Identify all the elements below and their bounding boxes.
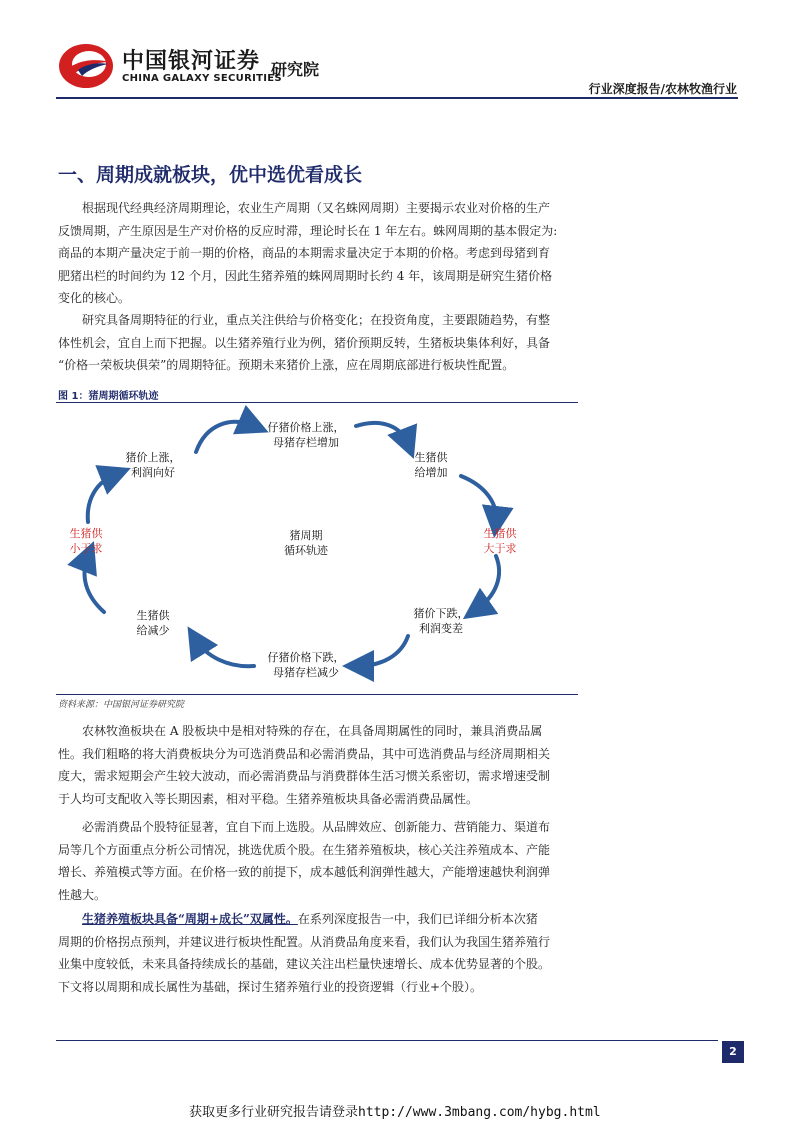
node-top-line: 母猪存栏增加 [273,436,339,449]
paragraph-5 [58,908,598,998]
logo-english-name: CHINA GALAXY SECURITIES [122,73,282,84]
node-left [56,526,116,556]
paragraph-2-line: 体性机会，宜自上而下把握。以生猪养殖行业为例，猪价预期反转，生猪板块集体利好，具备 [58,335,551,350]
node-bottom-line: 仔猪价格下跌， [267,651,345,664]
footer-divider [56,1040,718,1041]
logo-institute: 研究院 [271,60,320,79]
figure-source: 资料来源：中国银河证券研究院 [58,700,185,710]
paragraph-5-highlight: 生猪养殖板块具备“周期+成长”双属性。 [82,912,298,926]
paragraph-3-line: 于人均可支配收入等长期因素，相对平稳。生猪养殖板块具备必需消费品属性。 [58,791,479,806]
figure-bottom-rule [56,694,578,695]
node-left-line: 生猪供 [69,527,103,540]
node-center-line: 猪周期 [289,529,323,542]
paragraph-3 [58,720,598,810]
node-upper-left-line: 猪价上涨， [125,451,181,464]
paragraph-5-line: 下文将以周期和成长属性为基础，探讨生猪养殖行业的投资逻辑（行业+个股）。 [58,979,483,994]
logo-chinese-name: 中国银河证券 [122,49,261,74]
node-upper-right-line: 生猪供 [414,451,448,464]
paragraph-5-line [58,908,598,931]
paragraph-4-line: 性越大。 [58,887,107,902]
paragraph-1-line: 商品的本期产量决定于前一期的价格，商品的本期需求量决定于本期的价格。考虑到母猪到育 [58,246,551,260]
node-bottom-line: 母猪存栏减少 [273,666,339,679]
node-upper-right-line: 给增加 [414,466,448,479]
paragraph-1-line: 肥猪出栏的时间约为 12 个月，因此生猪养殖的蛛网周期时长约 4 年，该周期是研究生猪价格 [58,268,553,283]
node-lower-left-line: 生猪供 [136,609,170,622]
paragraph-1-line: 反馈周期，产生原因是生产对价格的反应时滞，理论时长在 1 年左右。蛛网周期的基本假定为: [58,223,558,238]
node-center [256,528,356,558]
node-upper-left [108,450,198,480]
download-link-text[interactable]: 获取更多行业研究报告请登录http://www.3mbang.com/hybg.html [189,1105,601,1120]
paragraph-1-line: 变化的核心。 [58,291,131,305]
paragraph-3-line: 度大，需求短期会产生较大波动，而必需消费品与消费群体生活习惯关系密切，需求增速受制 [58,769,551,783]
paragraph-5-line-rest: 在系列深度报告一中，我们已详细分析本次猪 [297,912,538,926]
report-type: 行业深度报告/农林牧渔行业 [588,82,737,96]
node-lower-right-line: 利润变差 [419,622,463,635]
page-number: 2 [722,1041,744,1063]
paragraph-2 [58,309,598,377]
paragraph-1 [58,197,598,310]
paragraph-3-line: 性。我们粗略的将大消费板块分为可选消费品和必需消费品，其中可选消费品与经济周期相关 [58,746,551,761]
arrow-right-upper [461,476,496,522]
node-lower-right-line: 猪价下跌， [413,607,469,620]
arrow-left-upper [88,474,116,522]
paragraph-4 [58,816,598,906]
node-left-line: 小于求 [69,542,103,555]
figure-caption: 图 1：猪周期循环轨迹 [58,391,159,402]
galaxy-logo-icon [58,40,116,90]
arrow-left-lower [85,556,104,612]
paragraph-4-line: 增长、养殖模式等方面。在价格一致的前提下，成本越低利润弹性越大，产能增速越快利润弹 [58,865,551,879]
paragraph-1-line: 根据现代经典经济周期理论，农业生产周期（又名蛛网周期）主要揭示农业对价格的生产 [82,201,551,215]
arrow-right-lower [476,556,499,610]
paragraph-5-line: 周期的价格拐点预判，并建议进行板块性配置。从消费品角度来看，我们认为我国生猪养殖行 [58,934,551,949]
section-title: 一、周期成就板块，优中选优看成长 [58,164,363,186]
node-lower-left-line: 给减少 [136,624,170,637]
node-top [246,420,366,450]
node-top-line: 仔猪价格上涨， [267,421,345,434]
node-right [470,526,530,556]
header-divider [56,97,738,99]
pig-cycle-diagram [56,404,578,694]
paragraph-4-line: 必需消费品个股特征显著，宜自下而上选股。从品牌效应、创新能力、营销能力、渠道布 [82,820,551,834]
node-lower-right [396,606,486,636]
paragraph-5-line: 业集中度较低，未来具备持续成长的基础，建议关注出栏量快速增长、成本优势显著的个股。 [58,957,551,971]
node-right-line: 生猪供 [483,527,517,540]
node-right-line: 大于求 [483,542,517,555]
paragraph-3-line: 农林牧渔板块在 A 股板块中是相对特殊的存在，在具备周期属性的同时，兼具消费品属 [82,724,543,738]
node-center-line: 循环轨迹 [284,544,328,557]
node-upper-right [396,450,466,480]
node-bottom [246,650,366,680]
paragraph-2-line: “价格一荣板块俱荣”的周期特征。预期未来猪价上涨，应在周期底部进行板块性配置。 [58,358,515,372]
company-logo [58,40,116,90]
node-upper-left-line: 利润向好 [131,466,175,479]
figure-top-rule [56,402,578,403]
node-lower-left [108,608,198,638]
paragraph-2-line: 研究具备周期特征的行业，重点关注供给与价格变化；在投资角度，主要跟随趋势，有整 [82,313,551,327]
paragraph-4-line: 局等几个方面重点分析公司情况，挑选优质个股。在生猪养殖板块，核心关注养殖成本、产能 [58,842,551,857]
